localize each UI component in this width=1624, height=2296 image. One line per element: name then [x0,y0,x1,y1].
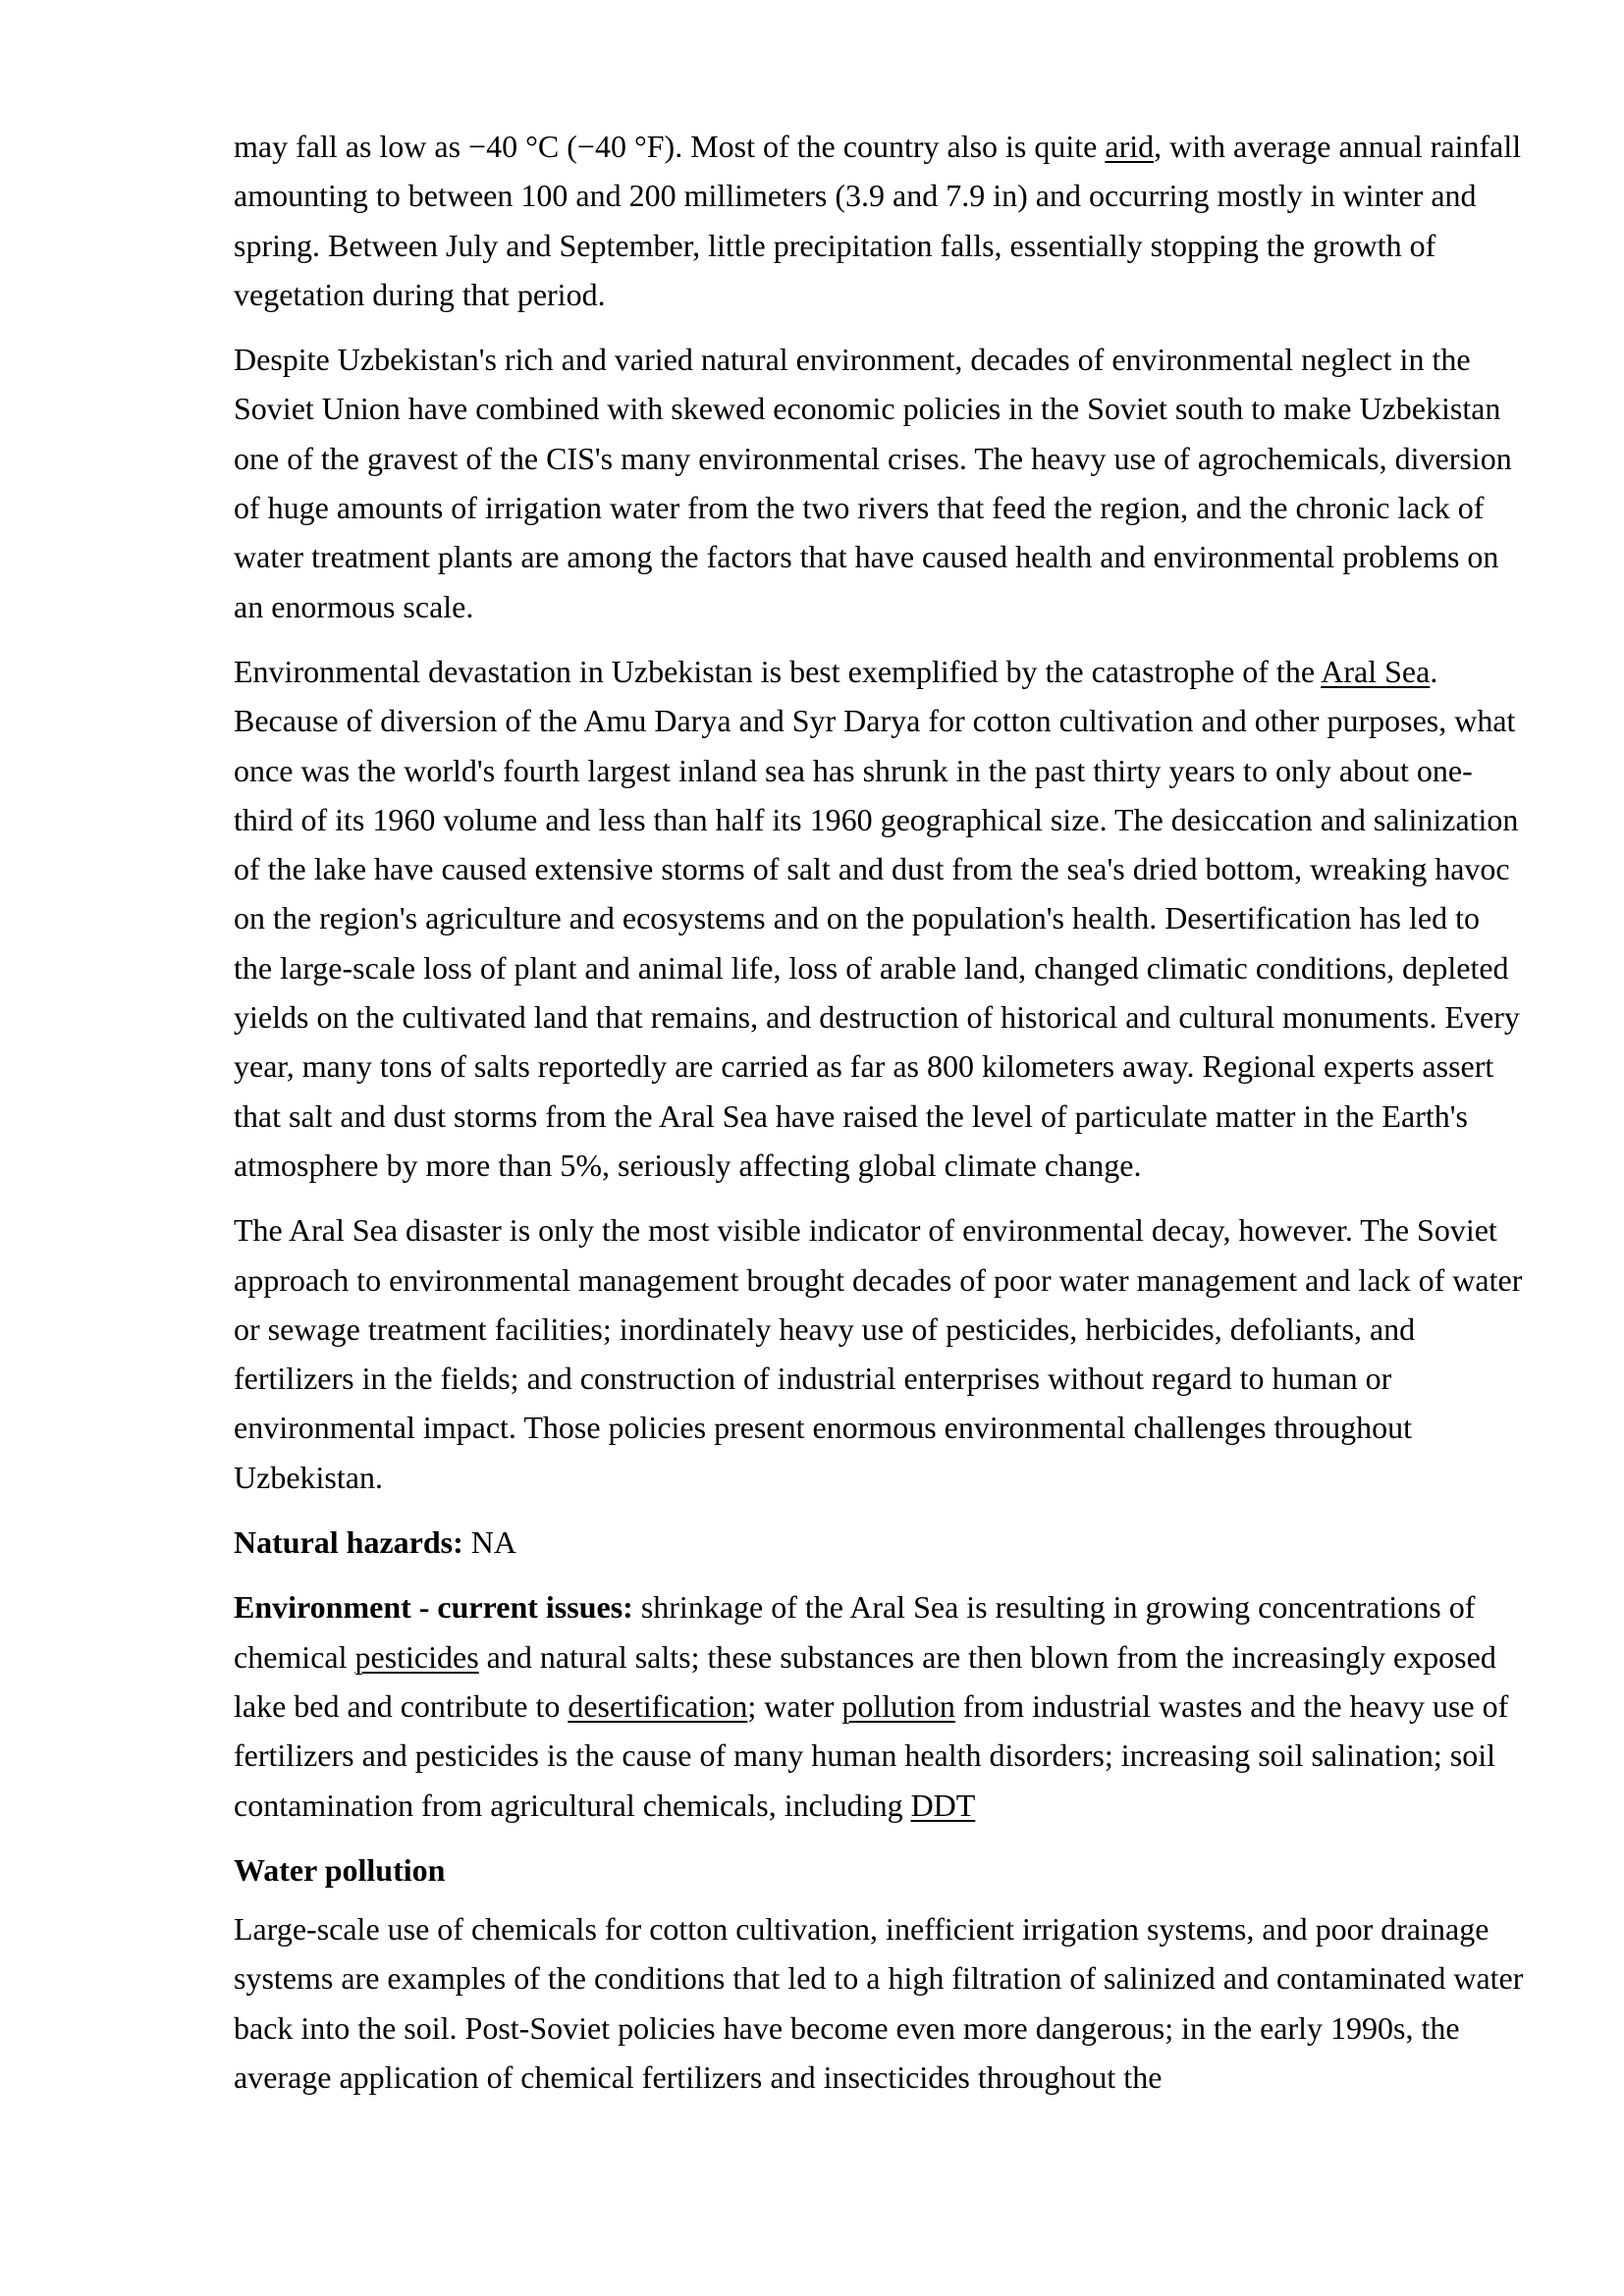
natural-hazards-label: Natural hazards: [234,1524,463,1561]
environment-current-issues [234,1582,1526,1829]
environment-issues-text-1: shrinkage of the Aral Sea is resulting in growing concentrations of chemical [234,1589,1476,1675]
paragraph-environment-neglect [234,335,1526,631]
water-pollution-heading-text: Water pollution [234,1851,446,1888]
paragraph-water-pollution [234,1904,1526,2102]
paragraph-climate-rest: , with average annual rainfall amounting to between 100 and 200 millimeters (3.9 and 7.9 in) and occurring mostly in winter and spring. Between July and September, little precipitation falls, essentially stopping the growth of vegetation during that period. [234,129,1522,312]
link-ddt[interactable]: DDT [910,1787,976,1823]
paragraph-environmental-decay [234,1205,1526,1502]
environment-issues-text-2: and natural salts; these substances are then blown from the increasingly exposed lake bed and contribute to [234,1638,1496,1724]
link-pesticides[interactable]: pesticides [354,1638,479,1675]
water-pollution-heading [234,1845,1526,1895]
link-arid[interactable]: arid [1105,129,1155,164]
paragraph-water-pollution-text: Large-scale use of chemicals for cotton cultivation, inefficient irrigation systems, and poor drainage systems are examples of the conditions that led to a high filtration of salinized and contaminated water back into the soil. Post-Soviet policies have become even more dangerous; in the early 1990s, the average application of chemical fertilizers and insecticides throughout the [234,1911,1524,2095]
link-aral-sea[interactable]: Aral Sea [1321,653,1431,689]
paragraph-environment-neglect-text: Despite Uzbekistan's rich and varied natural environment, decades of environmental neglect in the Soviet Union have combined with skewed economic policies in the Soviet south to make Uzbekistan one of the gravest of the CIS's many environmental crises. The heavy use of agrochemicals, diversion of huge amounts of irrigation water from the two rivers that feed the region, and the chronic lack of water treatment plants are among the factors that have caused health and environmental problems on an enormous scale. [234,342,1512,624]
link-desertification[interactable]: desertification [568,1687,748,1724]
paragraph-aral-sea-text: Environmental devastation in Uzbekistan is best exemplified by the catastrophe of the [234,653,1322,689]
paragraph-environmental-decay-text: The Aral Sea disaster is only the most visible indicator of environmental decay, however. The Soviet approach to environmental management brought decades of poor water management and lack of water or sewage treatment facilities; inordinately heavy use of pesticides, herbicides, defoliants, and fertilizers in the fields; and construction of industrial enterprises without regard to human or environmental impact. Those policies present enormous environmental challenges throughout Uzbekistan. [234,1212,1523,1495]
link-pollution[interactable]: pollution [841,1687,955,1724]
environment-issues-text-4: from industrial wastes and the heavy use of fertilizers and pesticides is the cause of many human health disorders; increasing soil salination; soil contamination from agricultural chemicals, including [234,1687,1509,1823]
environment-issues-text-3: ; water [747,1687,842,1724]
paragraph-aral-sea [234,647,1526,1190]
document-page [234,122,1526,2117]
paragraph-aral-sea-rest: . Because of diversion of the Amu Darya and Syr Darya for cotton cultivation and other purposes, what once was the world's fourth largest inland sea has shrunk in the past thirty years to only about one-third of its 1960 volume and less than half its 1960 geographical size. The desiccation and salinization of the lake have caused extensive storms of salt and dust from the sea's dried bottom, wreaking havoc on the region's agriculture and ecosystems and on the population's health. Desertification has led to the large-scale loss of plant and animal life, loss of arable land, changed climatic conditions, depleted yields on the cultivated land that remains, and destruction of historical and cultural monuments. Every year, many tons of salts reportedly are carried as far as 800 kilometers away. Regional experts assert that salt and dust storms from the Aral Sea have raised the level of particulate matter in the Earth's atmosphere by more than 5%, seriously affecting global climate change. [234,653,1520,1183]
paragraph-climate [234,122,1526,319]
environment-current-issues-label: Environment - current issues: [234,1589,633,1626]
paragraph-climate-text: may fall as low as −40 °C (−40 °F). Most of the country also is quite [234,129,1106,164]
natural-hazards-value: NA [462,1524,516,1561]
natural-hazards [234,1518,1526,1567]
